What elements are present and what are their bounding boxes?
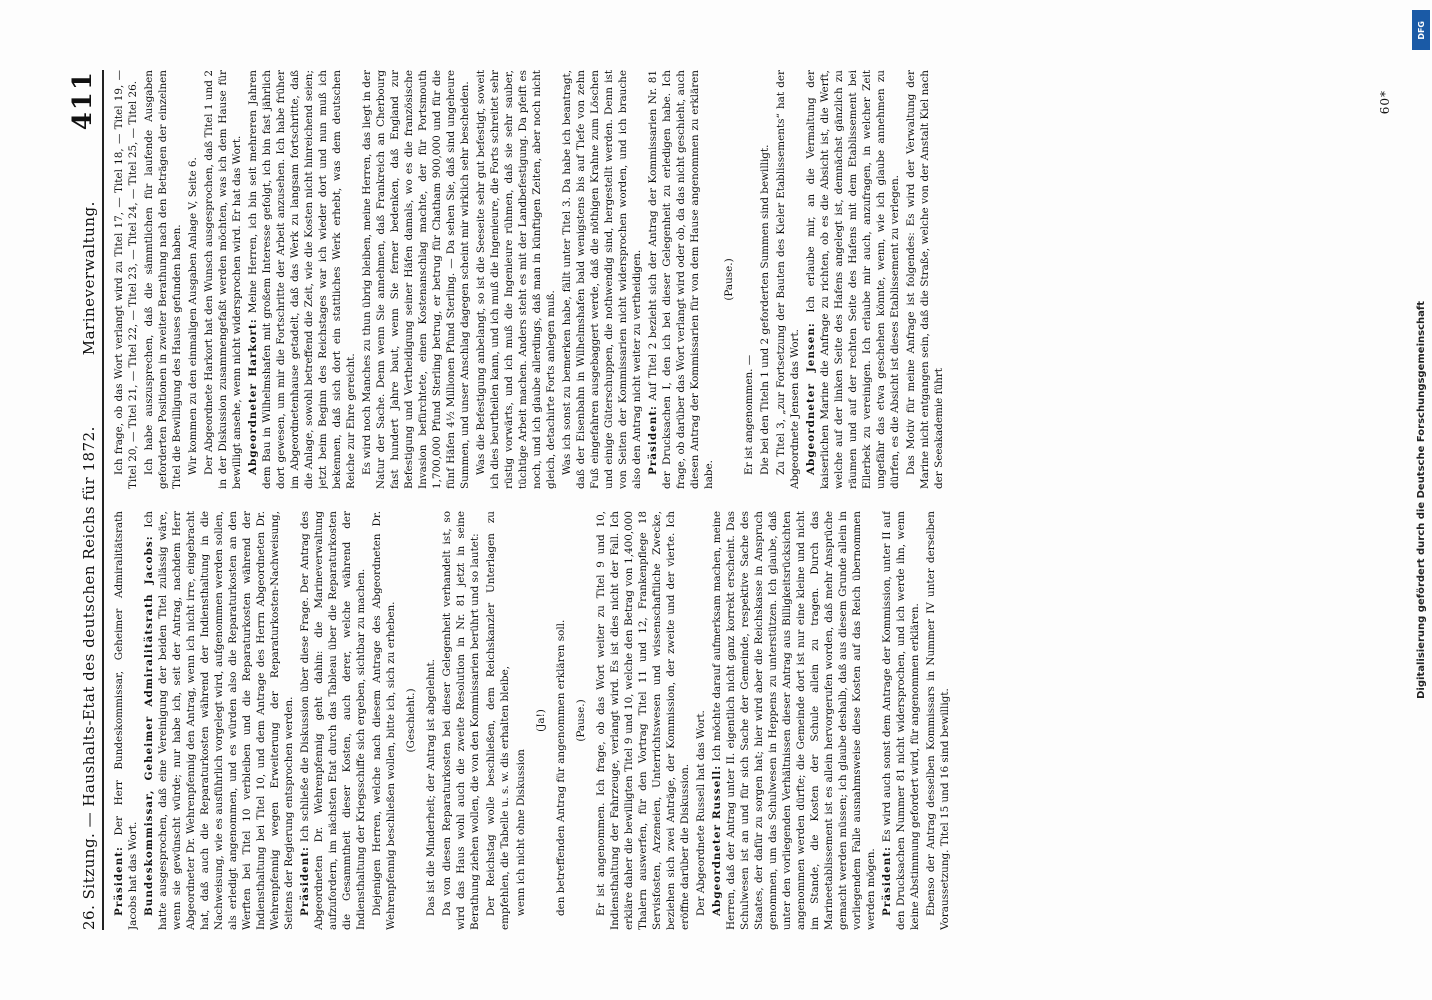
- speaker-name: Bundeskommissar, Geheimer Admiralitätsrath Jacobs:: [143, 535, 155, 916]
- paragraph: [774, 70, 802, 489]
- paragraph-text: Es wird auch sonst dem Antrage der Kommission, unter II auf den Drucksachen Nummer 81 nicht widersprochen, und ich werde ihn, wenn keine Abstimmung gefordert wird, für angenommen erklären.: [881, 511, 921, 930]
- paragraph-text: Ich habe auszusprechen, daß die sämmtlichen für laufende Ausgaben geforderten Positionen in zweiter Berathung nach den Beträgen der einzelnen Titel die Bewilligung des Hauses gefunden haben.: [143, 70, 183, 489]
- paragraph: [710, 511, 878, 930]
- paragraph: [424, 511, 438, 930]
- paragraph: [440, 511, 482, 930]
- credit-text: Digitalisierung gefördert durch die Deutsche Forschungsgemeinschaft: [1415, 301, 1427, 699]
- paragraph: [484, 511, 512, 930]
- paragraph: [112, 70, 140, 489]
- paragraph-text: Er ist angenommen. Ich frage, ob das Wort weiter zu Titel 9 und 10, Indiensthaltung der Fahrzeuge, verlangt wird. Es ist dies nicht der Fall. Ich erkläre daher die bewilligten Titel 9 und 10, welche den Betrag von 1,400,000 Thalern auswerfen, für den Vortrag Titel 11 und 12, Frankenpflege 18 Servisfosten, Arzeneien, Unterrichtswesen und wissenschaftliche Zwecke, beziehen sich zwei Anträge, der Kommission, der zweite und der vierte. Ich eröffne darüber die Diskussion.: [595, 511, 691, 930]
- paragraph-text: (Pause.): [723, 258, 735, 301]
- paragraph-text: Ebenso der Antrag desselben Kommissars in Nummer IV unter derselben Voraussetzung. Titel 15 und 16 sind bewilligt.: [925, 511, 951, 930]
- paragraph-text: Der Abgeordnete Russell hat das Wort.: [695, 710, 707, 916]
- paragraph: [554, 511, 568, 930]
- speaker-name: Abgeordneter Harkort:: [247, 318, 259, 475]
- paragraph: [742, 70, 756, 489]
- paragraph-text: Der Abgeordnete Harkort hat den Wunsch ausgesprochen, daß Titel 1 und 2 in der Diskussion zusammengefaßt werden möchten, was ich dem Hause für bewilligt ansehe, wenn nicht widersprochen wird. Er hat das Wort.: [203, 70, 243, 489]
- paragraph: [112, 511, 140, 930]
- paragraph-text: Diejenigen Herren, welche nach diesem Antrage des Abgeordneten Dr. Wehrenpfennig beschließen wollen, bitte ich, sich zu erheben.: [371, 511, 397, 930]
- paragraph: [404, 511, 418, 930]
- paragraph: [560, 70, 644, 489]
- paragraph-text: Ich frage, ob das Wort verlangt wird zu Titel 17, — Titel 18, — Titel 19, — Titel 20, — Titel 21, — Titel 22, — Titel 23, — Titel 24, — Titel 25, — Titel 26.: [113, 70, 139, 489]
- paragraph: [370, 511, 398, 930]
- paragraph: [142, 511, 296, 930]
- paragraph-text: Er ist angenommen. —: [743, 354, 755, 475]
- paragraph-text: Das Motiv für meine Anfrage ist folgendes: Es wird der Verwaltung der Marine nicht entgangen sein, daß die Straße, welche von der Anstalt Kiel nach der Seeakademie führt: [905, 70, 945, 489]
- paragraph: [574, 511, 588, 930]
- speaker-name: Abgeordneter Russell:: [711, 764, 723, 916]
- left-column: [112, 511, 1342, 930]
- paragraph-text: Der Reichstag wolle beschließen, dem Reichskanzler Unterlagen zu empfehlen, die Tabelle u. s. w. dis erhalten bleibe,: [485, 511, 511, 930]
- paragraph-text: Da von diesen Reparaturkosten bei dieser Gelegenheit verhandelt ist, so wird das Haus wohl auch die zweite Resolution in Nr. 81 jetzt in seine Berathung ziehen wollen, die von den Kommissarien berührt und so lautet:: [441, 511, 481, 930]
- speaker-name: Präsident:: [647, 405, 659, 475]
- paragraph: [646, 70, 716, 489]
- paragraph: [298, 511, 368, 930]
- paragraph: [694, 511, 708, 930]
- paragraph-text: Auf Titel 2 bezieht sich der Antrag der Kommissarien Nr. 81 der Drucksachen I, den ich bei dieser Gelegenheit zu erledigen habe. Ich frage, ob darüber das Wort verlangt wird oder ob, da das nicht geschieht, auch diesen Antrag der Kommissarien für von dem Hause angenommen zu erklären habe.: [647, 70, 715, 489]
- paragraph: [202, 70, 244, 489]
- paragraph-text: Ich hatte ausgesprochen, daß eine Vereinigung der beiden Titel zulässig wäre, wenn sie gewünscht würde; nur habe ich, seit der Antrag, nachdem Herr Abgeordneter Dr. Wehrenpfennig den Antrag, wenn ich nicht irre, eingebracht hat, daß auch die Reparaturkosten während der Indiensthaltung in die Nachweisung, wie es ausführlich vorgelegt wird, aufgenommen werden sollen, als erledigt angenommen, und es würden also die Reparaturkosten an den Werften bei Titel 10 verbleiben und die Reparaturkosten während der Indiensthaltung bei Titel 10, und dem Antrage des Herrn Abgeordneten Dr. Wehrenpfennig wegen Erweiterung der Reparaturkosten-Nachweisung, Seitens der Regierung entsprochen werden.: [143, 511, 295, 930]
- paragraph: [474, 70, 558, 489]
- paragraph: [758, 70, 772, 489]
- paragraph-text: Die bei den Titeln 1 und 2 geforderten Summen sind bewilligt.: [759, 144, 771, 475]
- speaker-name: Präsident:: [299, 846, 311, 916]
- paragraph-text: Was ich sonst zu bemerken habe, fällt unter Titel 3. Da habe ich beantragt, daß der Eisenbahn in Wilhelmshafen bald wenigstens bis auf Tiefe von zehn Fuß eingefahren ausgebaggert werde, daß die nöthigen Krahne zum Löschen und einige Güterschuppen, die nothwendig sind, hergestellt werden. Denn ist von Seiten der Kommissarien nicht widersprochen worden, und ich brauche also den Antrag nicht weiter zu vertheidigen.: [561, 70, 643, 489]
- speaker-name: Abgeordneter Jensen:: [805, 322, 817, 475]
- paragraph: [924, 511, 952, 930]
- speaker-name: Präsident:: [113, 846, 125, 916]
- header-session-title: 26. Sitzung. — Haushalts-Etat des deutschen Reichs für 1872.: [80, 426, 98, 930]
- paragraph: [246, 70, 358, 489]
- right-column: [112, 70, 1342, 489]
- signature-mark: 60*: [1378, 90, 1392, 115]
- paragraph-text: Der Herr Bundeskommissar, Geheimer Admiralitätsrath Jacobs hat das Wort.: [113, 511, 139, 930]
- paragraph-text: Was die Befestigung anbelangt, so ist die Seeseite sehr gut befestigt, soweit ich dies beurtheilen kann, und ich muß die Ingenieure, die Forts schreitet sehr rüstig vorwärts, und ich muß die Ingenieure rühmen, daß sie sehr sauber, tüchtige Arbeit machen. Anders steht es mit der Landbefestigung. Da pfeift es noch, und ich glaube allerdings, daß man in künftigen Zeiten, aber noch nicht gleich, detachirte Forts anlegen muß.: [475, 70, 557, 489]
- paragraph-text: (Geschieht.): [405, 688, 417, 753]
- paragraph: [722, 70, 736, 489]
- page-number: 411: [68, 70, 98, 131]
- paragraph-text: wenn ich nicht ohne Diskussion: [515, 749, 527, 916]
- paragraph-text: Ich möchte darauf aufmerksam machen, meine Herren, daß der Antrag unter II. eigentlich nicht ganz korrekt erscheint. Das Schulwesen ist an und für sich Sache der Gemeinde, respektive Sache des Staates, der dafür zu sorgen hat; hier wird aber die Reichskasse in Anspruch genommen, um das Schulwesen in Heppens zu unterstützen. Ich glaube, daß unter den vorliegenden Verhältnissen dieser Antrag aus Billigkeitsrücksichten angenommen werden dürfte; die Gemeinde dort ist nur eine kleine und nicht im Stande, die Kosten der Schule allein zu tragen. Durch das Marineetablissement ist es allein hervorgerufen worden, daß mehr Ansprüche gemacht werden müssen; ich glaube deshalb, daß aus diesem Grunde allein in vorliegendem Falle ausnahmsweise diese Kosten auf das Reich übernommen werden mögen.: [711, 511, 877, 930]
- paragraph-text: Das ist die Minderheit; der Antrag ist abgelehnt.: [425, 659, 437, 916]
- paragraph: [360, 70, 472, 489]
- header-section-title: Marineverwaltung.: [80, 201, 98, 356]
- paragraph-text: Es wird noch Manches zu thun übrig bleiben, meine Herren, das liegt in der Natur der Sache. Denn wenn Sie annehmen, daß Frankreich an Cherbourg fast hundert Jahre baut, wenn Sie ferner bedenken, daß England zur Befestigung und Vertheidigung seiner Häfen damals, wo es die französische Invasion befürchtete, einen Kostenanschlag machte, der für Portsmouth 1,700,000 Pfund Sterling betrug, er betrug für Chatham 900,000 und für die fünf Häfen 4½ Millionen Pfund Sterling. — Da sehen Sie, daß sind ungeheure Summen, und unser Anschlag dagegen scheint mir wirklich sehr bescheiden.: [361, 70, 471, 489]
- paragraph-text: den betreffenden Antrag für angenommen erklären soll.: [555, 619, 567, 916]
- digitization-credit: [1410, 0, 1432, 1000]
- paragraph: [804, 70, 902, 489]
- text-columns: [112, 70, 1342, 930]
- dfg-logo: DFG: [1412, 10, 1430, 50]
- paragraph-text: Ich erlaube mir, an die Vermaltung der kaiserlichen Marine die Anfrage zu richten, ob es die Absicht ist, die Werft, welche auf der linken Seite des Hafens angelegt ist, demnächst gänzlich zu räumen und auf der rechten Seite des Hafens mit dem Etablissement bei Ellerbek zu vereinigen. Ich erlaube mir auch, anzufragen, in welcher Zeit ungefähr das etwa geschehen könnte, wenn, wie ich glaube annehmen zu dürfen, es die Absicht ist dieses Etablissement zu verlegen.: [805, 70, 901, 489]
- paragraph-text: (Pause.): [575, 699, 587, 742]
- paragraph-text: Wir kommen zu den einmaligen Ausgaben Anlage V, Seite 6.: [187, 157, 199, 475]
- paragraph-text: (Ja!): [535, 709, 547, 732]
- paragraph: [904, 70, 946, 489]
- paragraph-text: Zu Titel 3, „zur Fortsetzung der Bauten des Kieler Etablissements“ hat der Abgeordnete Jensen das Wort.: [775, 70, 801, 489]
- page-header: [60, 70, 104, 930]
- paragraph: [186, 70, 200, 489]
- speaker-name: Präsident:: [881, 846, 893, 916]
- paragraph: [880, 511, 922, 930]
- paragraph: [534, 511, 548, 930]
- paragraph-text: Meine Herren, ich bin seit mehreren Jahren dem Bau in Wilhelmshafen mit großem Interesse gefolgt, ich bin fast jährlich dort gewesen, um mir die Fortschritte der Arbeit anzusehen. Ich habe früher im Abgeordnetenhause getadelt, daß das Werk zu langsam fortschritte, daß die Anlage, sowohl betreffend die Zeit, wie die Kosten nicht hinreichend seien; jetzt beim Beginn des Reichstages war ich wieder dort und nun muß ich bekennen, daß sich dort ein stattliches Werk erhebt, was dem deutschen Reiche zur Ehre gereicht.: [247, 70, 357, 489]
- paragraph: [594, 511, 692, 930]
- paragraph-text: Ich schließe die Diskussion über diese Frage. Der Antrag des Abgeordneten Dr. Wehrenpfennig geht dahin: die Marineverwaltung aufzufordern, im nächsten Etat durch das Tableau über die Reparaturkosten die Gesammtheit dieser Kosten, auch derer, welche während der Indiensthaltung der Kriegsschiffe sich ergeben, sichtbar zu machen.: [299, 511, 367, 930]
- paragraph: [142, 70, 184, 489]
- paragraph: [514, 511, 528, 930]
